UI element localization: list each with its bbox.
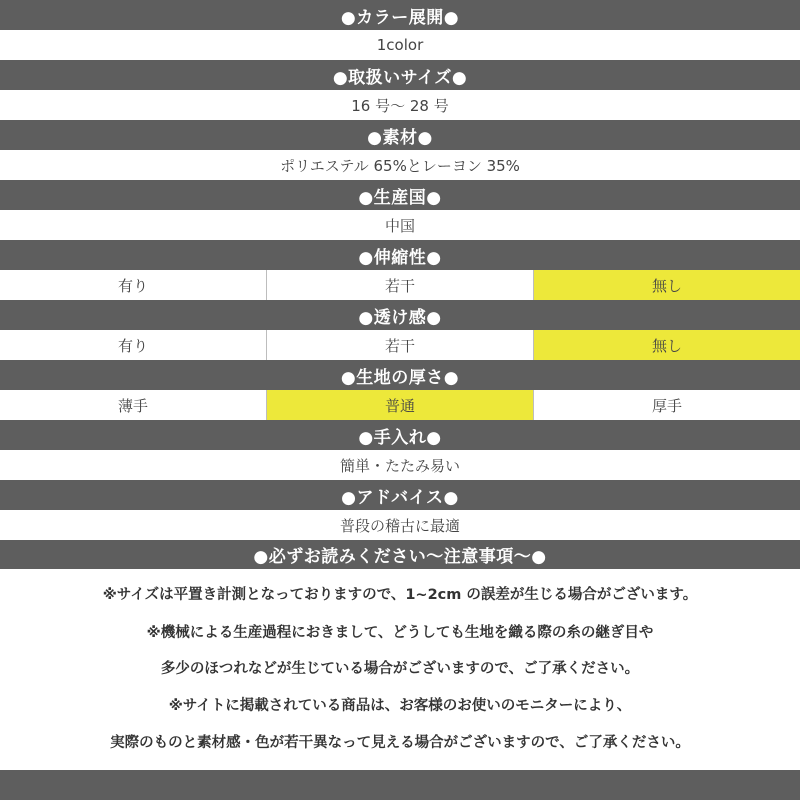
notes-body (0, 569, 800, 768)
care-value: 簡単・たたみ易い (0, 450, 800, 480)
fabric-thickness-header: ●生地の厚さ● (0, 360, 800, 390)
sheerness-option-slight: 若干 (266, 330, 534, 360)
sheerness-options (0, 330, 800, 360)
sheerness-header: ●透け感● (0, 300, 800, 330)
note-line: ※サイズは平置き計測となっておりますので、1~2cm の誤差が生じる場合がございます。 (102, 587, 698, 603)
material-value: ポリエステル 65%とレーヨン 35% (0, 150, 800, 180)
fabric-thickness-options (0, 390, 800, 420)
note-line: 実際のものと素材感・色が若干異なって見える場合がございますので、ご了承ください。 (110, 735, 690, 751)
country-of-origin-header: ●生産国● (0, 180, 800, 210)
notes-header: ●必ずお読みください～注意事項～● (0, 540, 800, 569)
note-line: ※サイトに掲載されている商品は、お客様のお使いのモニターにより、 (168, 698, 632, 714)
stretch-option-slight: 若干 (266, 270, 534, 300)
advice-header: ●アドバイス● (0, 480, 800, 510)
thickness-option-thick: 厚手 (651, 396, 682, 415)
stretch-options (0, 270, 800, 300)
sheerness-option-none: 無し (534, 330, 800, 360)
footer-bar (0, 770, 800, 800)
color-variation-value: 1color (0, 30, 800, 60)
country-of-origin-value: 中国 (0, 210, 800, 240)
note-line: ※機械による生産過程におきまして、どうしても生地を織る際の糸の継ぎ目や (146, 625, 654, 641)
care-header: ●手入れ● (0, 420, 800, 450)
material-header: ●素材● (0, 120, 800, 150)
stretch-option-none: 無し (534, 270, 800, 300)
stretch-header: ●伸縮性● (0, 240, 800, 270)
stretch-option-yes: 有り (117, 276, 148, 295)
size-range-header: ●取扱いサイズ● (0, 60, 800, 90)
thickness-option-normal: 普通 (266, 390, 534, 420)
thickness-option-thin: 薄手 (117, 396, 148, 415)
color-variation-header: ●カラー展開● (0, 0, 800, 30)
advice-value: 普段の稽古に最適 (0, 510, 800, 540)
sheerness-option-yes: 有り (117, 336, 148, 355)
note-line: 多少のほつれなどが生じている場合がございますので、ご了承ください。 (160, 661, 640, 677)
size-range-value: 16 号～ 28 号 (0, 90, 800, 120)
